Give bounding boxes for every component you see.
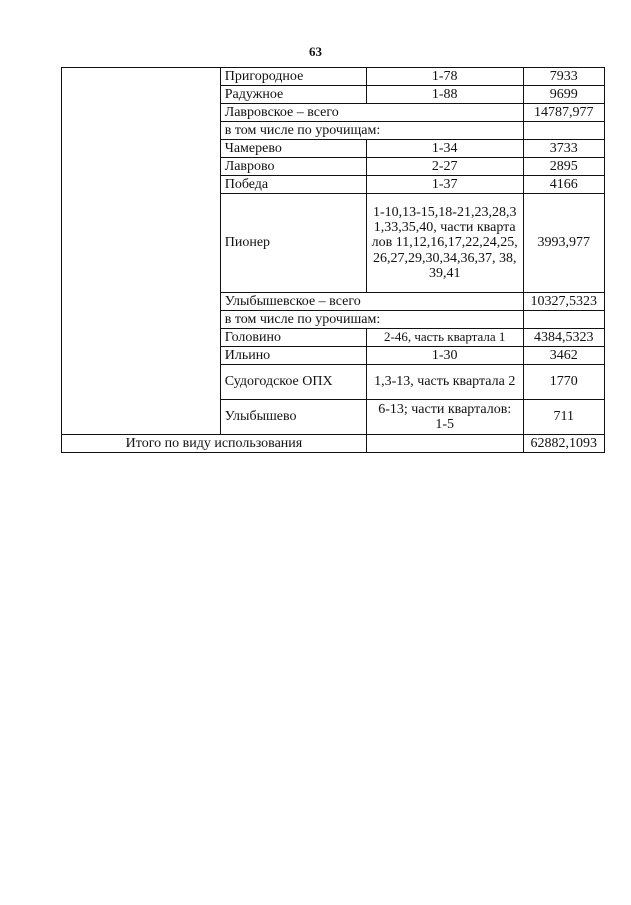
locality-name: Ильино	[220, 347, 366, 365]
locality-name: Пригородное	[220, 68, 366, 86]
locality-name: Улыбышево	[220, 400, 366, 435]
subheading: в том числе по урочишам:	[220, 311, 523, 329]
area-value: 4384,5323	[523, 329, 604, 347]
subheading: в том числе по урочищам:	[220, 122, 523, 140]
area-value: 14787,977	[523, 104, 604, 122]
area-value: 2895	[523, 158, 604, 176]
locality-name: Пионер	[220, 194, 366, 293]
quarter-numbers: 1-37	[366, 176, 523, 194]
locality-name: Радужное	[220, 86, 366, 104]
quarter-numbers: 1-30	[366, 347, 523, 365]
empty-merged-cell	[62, 68, 221, 435]
empty-cell	[523, 122, 604, 140]
empty-cell	[366, 435, 523, 453]
total-label: Итого по виду использования	[62, 435, 367, 453]
quarter-numbers: 1,3-13, часть квартала 2	[366, 365, 523, 400]
locality-name: Судогодское ОПХ	[220, 365, 366, 400]
locality-name: Головино	[220, 329, 366, 347]
area-value: 3733	[523, 140, 604, 158]
area-value: 10327,5323	[523, 293, 604, 311]
quarter-numbers: 1-88	[366, 86, 523, 104]
page-number: 63	[309, 44, 322, 59]
table-row	[62, 68, 605, 86]
area-value: 3462	[523, 347, 604, 365]
forestry-total-label: Лавровское – всего	[220, 104, 523, 122]
locality-name: Чамерево	[220, 140, 366, 158]
locality-name: Лаврово	[220, 158, 366, 176]
quarter-numbers: 6-13; части кварталов: 1-5	[366, 400, 523, 435]
quarter-numbers: 2-27	[366, 158, 523, 176]
quarter-numbers: 1-78	[366, 68, 523, 86]
quarter-numbers: 1-10,13-15,18-21,23,28,31,33,35,40, части кварталов 11,12,16,17,22,24,25,26,27,29,30,34,36,37, 38,39,41	[366, 194, 523, 293]
area-value: 711	[523, 400, 604, 435]
empty-cell	[523, 311, 604, 329]
locality-name: Победа	[220, 176, 366, 194]
quarter-numbers: 2-46, часть квартала 1	[366, 329, 523, 347]
area-value: 1770	[523, 365, 604, 400]
quarter-numbers: 1-34	[366, 140, 523, 158]
total-area-value: 62882,1093	[523, 435, 604, 453]
total-row	[62, 435, 605, 453]
area-value: 7933	[523, 68, 604, 86]
forest-use-table	[61, 67, 605, 453]
area-value: 9699	[523, 86, 604, 104]
forestry-total-label: Улыбышевское – всего	[220, 293, 523, 311]
area-value: 4166	[523, 176, 604, 194]
area-value: 3993,977	[523, 194, 604, 293]
